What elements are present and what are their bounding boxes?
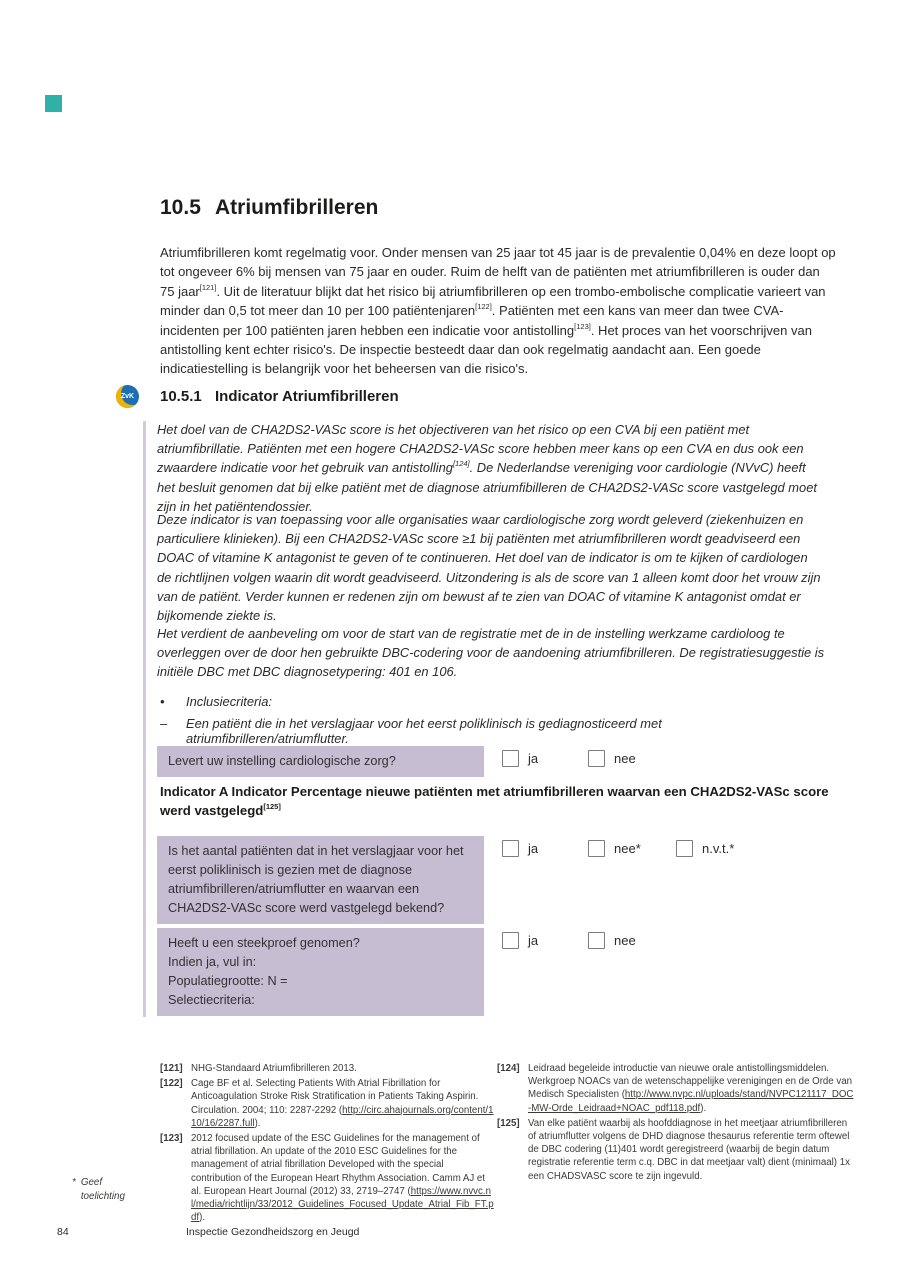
footnote-text bbox=[528, 1117, 855, 1183]
q3-option-ja bbox=[502, 932, 538, 949]
text-segment: Atriumfibrilleren komt regelmatig voor. Onder mensen van 25 jaar tot 45 jaar is de prevalentie 0,04% en deze loopt op tot ongeveer 6% bij mensen van 75 jaar en ouder. Ruim de helft van de patiënten met atriumfibrilleren is ouder dan 75 jaar bbox=[160, 245, 836, 299]
q1-checkbox-ja[interactable] bbox=[502, 750, 519, 767]
q3-option-nee bbox=[588, 932, 636, 949]
q2-option-ja bbox=[502, 840, 538, 857]
q2-option-nee bbox=[588, 840, 641, 857]
question-box-cardiologische-zorg bbox=[157, 746, 484, 777]
indicator-paragraph-3: Het verdient de aanbeveling om voor de start van de registratie met de in de instelling werkzame cardioloog te overleggen over de door hen gebruikte DBC-codering voor de aandoening atriumfibrilleren. De registratiesuggestie is initiële DBC met DBC diagnosetypering: 401 en 106. bbox=[157, 626, 825, 680]
footnote-text bbox=[191, 1132, 494, 1224]
q1-checkbox-nee[interactable] bbox=[588, 750, 605, 767]
page-number: 84 bbox=[57, 1226, 69, 1238]
q2-checkbox-ja[interactable] bbox=[502, 840, 519, 857]
q2-option-label-nvt: n.v.t.* bbox=[702, 841, 735, 856]
q1-option-ja bbox=[502, 750, 538, 767]
text-segment: Cage BF et al. Selecting Patients With Atrial Fibrillation for Anticoagulation Stroke Risk Stratification in Patients Taking Aspirin. Circulation. 2004; 110: 2287-2292 ( bbox=[191, 1078, 479, 1116]
footnote-text bbox=[191, 1077, 494, 1130]
footnote-124 bbox=[497, 1062, 855, 1115]
bullet-marker: – bbox=[160, 716, 168, 731]
q3-option-label-nee: nee bbox=[614, 933, 636, 948]
section-number: 10.5.1 bbox=[160, 388, 202, 405]
indicator-paragraph-2: Deze indicator is van toepassing voor alle organisaties waar cardiologische zorg wordt geleverd (ziekenhuizen en particuliere klinieken). Bij een CHA2DS2-VASc score ≥1 bij patiënten met atriumfibrilleren wordt geadviseerd een DOAC of vitamine K antagonist te geven of te continueren. Het doel van de indicator is om te kijken of cardiologen de richtlijnen volgen waarin dit wordt geadviseerd. Uitzondering is als de score van 1 alleen komt door het vrouw zijn van de patiënt. Verder kunnen er redenen zijn om bewust af te zien van DOAC of vitamine K antagonist omdat er bijkomende ziekte is. bbox=[157, 512, 821, 624]
margin-note-line: Geef bbox=[80, 1177, 103, 1188]
page-title bbox=[160, 196, 378, 220]
text-segment: Het doel van de CHA2DS2-VASc score is het objectiveren van het risico op een CVA bij een patiënt met atriumfibrillatie. Patiënten met een hogere CHA2DS2-VASc score hebben meer kans op een CVA en dus ook een zwaardere indicatie voor het gebruik van antistolling bbox=[157, 422, 804, 476]
footnote-text bbox=[191, 1062, 494, 1075]
footnote-label: [123] bbox=[160, 1133, 183, 1145]
q1-option-label-ja: ja bbox=[528, 751, 539, 766]
text-segment: . Patiënten met een kans van meer dan twee CVA-incidenten per 100 patiënten jaren hebben een indicatie voor antistolling bbox=[160, 303, 784, 338]
text-segment: ). bbox=[700, 1102, 707, 1114]
indicator-logo-text: ZvK bbox=[120, 393, 135, 400]
footnote-label: [125] bbox=[497, 1117, 520, 1129]
bullet-text: Inclusiecriteria: bbox=[186, 694, 272, 709]
footnote-label: [122] bbox=[160, 1078, 183, 1090]
intro-paragraph bbox=[160, 243, 836, 379]
text-segment: NHG-Standaard Atriumfibrilleren 2013. bbox=[191, 1063, 357, 1074]
bullet-inclusiecriteria bbox=[160, 694, 825, 709]
bullet-text: Een patiënt die in het verslagjaar voor het eerst poliklinisch is gediagnosticeerd met atriumfibrilleren/atriumflutter. bbox=[186, 716, 662, 746]
indicator-a-heading bbox=[160, 783, 852, 820]
q3-option-label-ja: ja bbox=[528, 933, 539, 948]
footnote-text bbox=[528, 1062, 855, 1115]
question-text-line: eerst poliklinisch is gezien met de diagnose bbox=[168, 863, 413, 877]
footnote-ref-123: [123] bbox=[574, 321, 591, 331]
text-segment: Leidraad begeleide introductie van nieuwe orale antistollingsmiddelen. Werkgroep NOACs van de wetenschappelijke verenigingen en de Orde van Medisch Specialisten ( bbox=[528, 1063, 853, 1101]
footnote-122 bbox=[160, 1077, 494, 1130]
footnote-ref-122: [122] bbox=[475, 302, 492, 312]
text-segment: 2012 focused update of the ESC Guidelines for the management of atrial fibrillation. An update of the 2010 ESC Guidelines for the management of atrial fibrillation Developed with the special contribution of the European Heart Rhythm Association. Camm AJ et al. European Heart Journal (2012) 33, 2719–2747 ( bbox=[191, 1133, 486, 1197]
question-text-line: Is het aantal patiënten dat in het verslagjaar voor het bbox=[168, 844, 464, 858]
question-text-line: Selectiecriteria: bbox=[168, 993, 255, 1007]
chapter-number: 10.5 bbox=[160, 196, 201, 219]
text-segment: ). bbox=[254, 1117, 261, 1129]
indicator-left-rule bbox=[143, 421, 146, 1017]
margin-note-line: toelichting bbox=[80, 1191, 125, 1202]
footnote-link[interactable]: http://www.nvpc.nl/uploads/stand/NVPC121117_DOC-MW-Orde_Leidraad+NOAC_pdf118.pdf bbox=[528, 1089, 854, 1114]
footnote-ref-124: [124] bbox=[452, 459, 470, 469]
q3-checkbox-nee[interactable] bbox=[588, 932, 605, 949]
question-box-aantal-patienten bbox=[157, 836, 484, 924]
indicator-paragraph-1 bbox=[157, 420, 825, 516]
text-segment: . Uit de literatuur blijkt dat het risico bij atriumfibrilleren op een trombo-embolische complicatie varieert van minder dan 0,5 tot meer dan 10 per 100 patiëntenjaren bbox=[160, 283, 826, 319]
footnote-ref-121: [121] bbox=[199, 282, 217, 292]
section-title-text: Indicator Atriumfibrilleren bbox=[215, 388, 399, 405]
bullet-inclusie-definition bbox=[160, 716, 825, 746]
chapter-title-text: Atriumfibrilleren bbox=[215, 196, 379, 219]
footnote-label: [124] bbox=[497, 1063, 520, 1074]
chapter-tab-marker bbox=[45, 95, 62, 112]
section-heading bbox=[160, 388, 399, 405]
text-segment: ). bbox=[199, 1212, 206, 1224]
footnote-link[interactable]: https://www.nvvc.nl/media/richtlijn/33/2012_Guidelines_Focused_Update_Atrial_Fib_FT.pdf bbox=[191, 1185, 494, 1224]
text-segment: Van elke patiënt waarbij als hoofddiagnose in het meetjaar atriumfibrilleren of atriumflutter volgens de DHD diagnose thesaurus referentie term oftewel de DBC codering (11)401 wordt geregistreerd (waarbij de begin datum registratie referentie term c.q. DBC in dat meetjaar valt) dient (minimaal) 1x een CHADSVASC score te zijn ingevuld. bbox=[528, 1117, 850, 1182]
asterisk-marker: * bbox=[72, 1177, 76, 1188]
indicator-logo-icon bbox=[116, 385, 139, 408]
question-text-line: Populatiegrootte: N = bbox=[168, 974, 288, 988]
footnotes-left-column bbox=[160, 1062, 494, 1226]
question-text-line: Heeft u een steekproef genomen? bbox=[168, 936, 360, 950]
bullet-marker: • bbox=[160, 694, 165, 709]
footnote-123 bbox=[160, 1132, 494, 1224]
question-text-line: atriumfibrilleren/atriumflutter en waarvan een bbox=[168, 882, 420, 896]
q2-checkbox-nvt[interactable] bbox=[676, 840, 693, 857]
q3-checkbox-ja[interactable] bbox=[502, 932, 519, 949]
question-text-line: Indien ja, vul in: bbox=[168, 955, 257, 969]
q2-checkbox-nee[interactable] bbox=[588, 840, 605, 857]
footnote-link[interactable]: http://circ.ahajournals.org/content/110/16/2287.full bbox=[191, 1104, 494, 1129]
q2-option-label-nee: nee* bbox=[614, 841, 641, 856]
footnote-ref-125: [125] bbox=[263, 801, 281, 811]
footnote-121 bbox=[160, 1062, 494, 1075]
q2-option-nvt bbox=[676, 840, 734, 857]
footnotes-right-column bbox=[497, 1062, 855, 1185]
footer-publisher: Inspectie Gezondheidszorg en Jeugd bbox=[186, 1226, 360, 1238]
question-text: Levert uw instelling cardiologische zorg? bbox=[168, 754, 396, 768]
question-text-line: CHA2DS2-VASc score werd vastgelegd bekend? bbox=[168, 901, 445, 915]
q1-option-label-nee: nee bbox=[614, 751, 636, 766]
text-segment: Indicator A Indicator Percentage nieuwe patiënten met atriumfibrilleren waarvan een CHA2DS2-VASc score werd vastgelegd bbox=[160, 784, 829, 818]
margin-note-geef-toelichting bbox=[72, 1176, 152, 1204]
text-segment: . De Nederlandse vereniging voor cardiologie (NVvC) heeft het besluit genomen dat bij elke patiënt met de diagnose atriumfibilleren de CHA2DS2-VASc score vastgelegd moet zijn in het patiëntendossier. bbox=[157, 460, 817, 514]
question-box-steekproef bbox=[157, 928, 484, 1016]
footnote-label: [121] bbox=[160, 1063, 183, 1074]
footnote-125 bbox=[497, 1117, 855, 1183]
text-segment: . Het proces van het voorschrijven van antistolling kent echter risico's. De inspectie besteedt daar dan ook regelmatig aandacht aan. Een goede indicatiestelling is belangrijk voor het beheersen van die risico's. bbox=[160, 322, 812, 377]
margin-note-text bbox=[81, 1176, 125, 1204]
q2-option-label-ja: ja bbox=[528, 841, 539, 856]
q1-option-nee bbox=[588, 750, 636, 767]
